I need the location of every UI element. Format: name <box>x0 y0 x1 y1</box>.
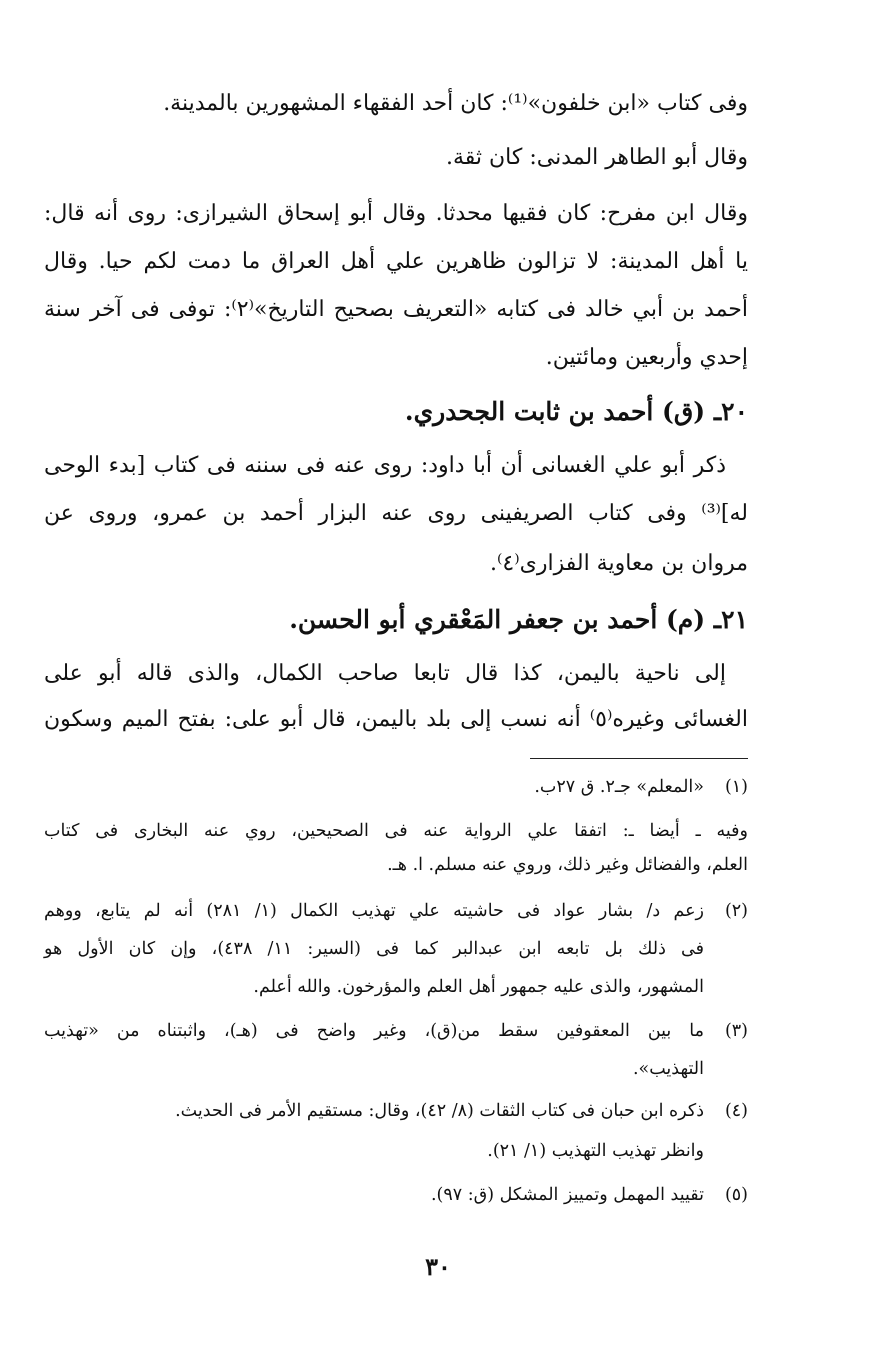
footnote-5-line-1: تقييد المهمل وتمييز المشكل (ق: ٩٧). <box>430 1185 704 1205</box>
footnote-separator <box>530 758 748 759</box>
footnote-number-2: (٢) <box>724 901 748 921</box>
footnote-number-3: (٣) <box>724 1021 748 1041</box>
footnote-4-line-1: ذكره ابن حبان فى كتاب الثقات (٨/ ٤٢)، وقال: مستقيم الأمر فى الحديث. <box>175 1101 704 1121</box>
body-line-1: وفى كتاب «ابن خلفون»⁽¹⁾: كان أحد الفقهاء المشهورين بالمدينة. <box>163 91 748 116</box>
footnote-1-line-1: «المعلم» جـ٢. ق ٢٧ب. <box>534 777 704 797</box>
footnote-2-line-2: فى ذلك بل تابعه ابن عبدالبر كما فى (السير: ١١/ ٤٣٨)، وإن كان الأول هو <box>44 939 704 959</box>
body-line-11: الغسائى وغيره⁽٥⁾ أنه نسب إلى بلد باليمن، قال أبو على: بفتح الميم وسكون <box>44 707 748 732</box>
footnote-3-line-1: ما بين المعقوفين سقط من(ق)، وغير واضح فى (هـ)، واثبتناه من «تهذيب <box>44 1021 704 1041</box>
entry-heading-20: ٢٠ـ (ق) أحمد بن ثابت الجحدري. <box>404 397 748 426</box>
footnote-1-line-3: العلم، والفضائل وغير ذلك، وروي عنه مسلم. ا. هـ. <box>387 855 748 875</box>
footnote-4-line-2: وانظر تهذيب التهذيب (١/ ٢١). <box>487 1141 704 1161</box>
body-line-7: ذكر أبو علي الغسانى أن أبا داود: روى عنه فى سننه فى كتاب [بدء الوحى <box>44 453 726 478</box>
body-line-8: له]⁽³⁾ وفى كتاب الصريفينى روى عنه البزار أحمد بن عمرو، وروى عن <box>44 501 748 526</box>
body-line-3: وقال ابن مفرح: كان فقيها محدثا. وقال أبو إسحاق الشيرازى: روى أنه قال: <box>44 201 748 226</box>
body-line-10: إلى ناحية باليمن، كذا قال تابعا صاحب الكمال، والذى قاله أبو على <box>44 661 726 686</box>
body-line-6: إحدي وأربعين ومائتين. <box>545 345 748 370</box>
body-line-4: يا أهل المدينة: لا تزالون ظاهرين علي أهل العراق ما دمت لكم حيا. وقال <box>44 249 748 274</box>
footnote-3-line-2: التهذيب». <box>632 1059 704 1079</box>
footnote-number-5: (٥) <box>724 1185 748 1205</box>
footnote-1-line-2: وفيه ـ أيضا ـ: اتفقا علي الرواية عنه فى الصحيحين، روي عنه البخارى فى كتاب <box>44 821 748 841</box>
footnote-2-line-1: زعم د/ بشار عواد فى حاشيته علي تهذيب الكمال (١/ ٢٨١) أنه لم يتابع، ووهم <box>44 901 704 921</box>
body-line-5: أحمد بن أبي خالد فى كتابه «التعريف بصحيح التاريخ»⁽٢⁾: توفى فى آخر سنة <box>44 297 748 322</box>
footnote-number-4: (٤) <box>724 1101 748 1121</box>
entry-heading-21: ٢١ـ (م) أحمد بن جعفر المَعْقري أبو الحسن. <box>289 605 748 634</box>
page-number: ٣٠ <box>425 1252 451 1281</box>
footnote-2-line-3: المشهور، والذى عليه جمهور أهل العلم والمؤرخون. والله أعلم. <box>253 977 704 997</box>
body-line-2: وقال أبو الطاهر المدنى: كان ثقة. <box>445 145 748 170</box>
body-line-9: مروان بن معاوية الفزارى⁽٤⁾. <box>490 551 748 576</box>
footnote-number-1: (١) <box>724 777 748 797</box>
